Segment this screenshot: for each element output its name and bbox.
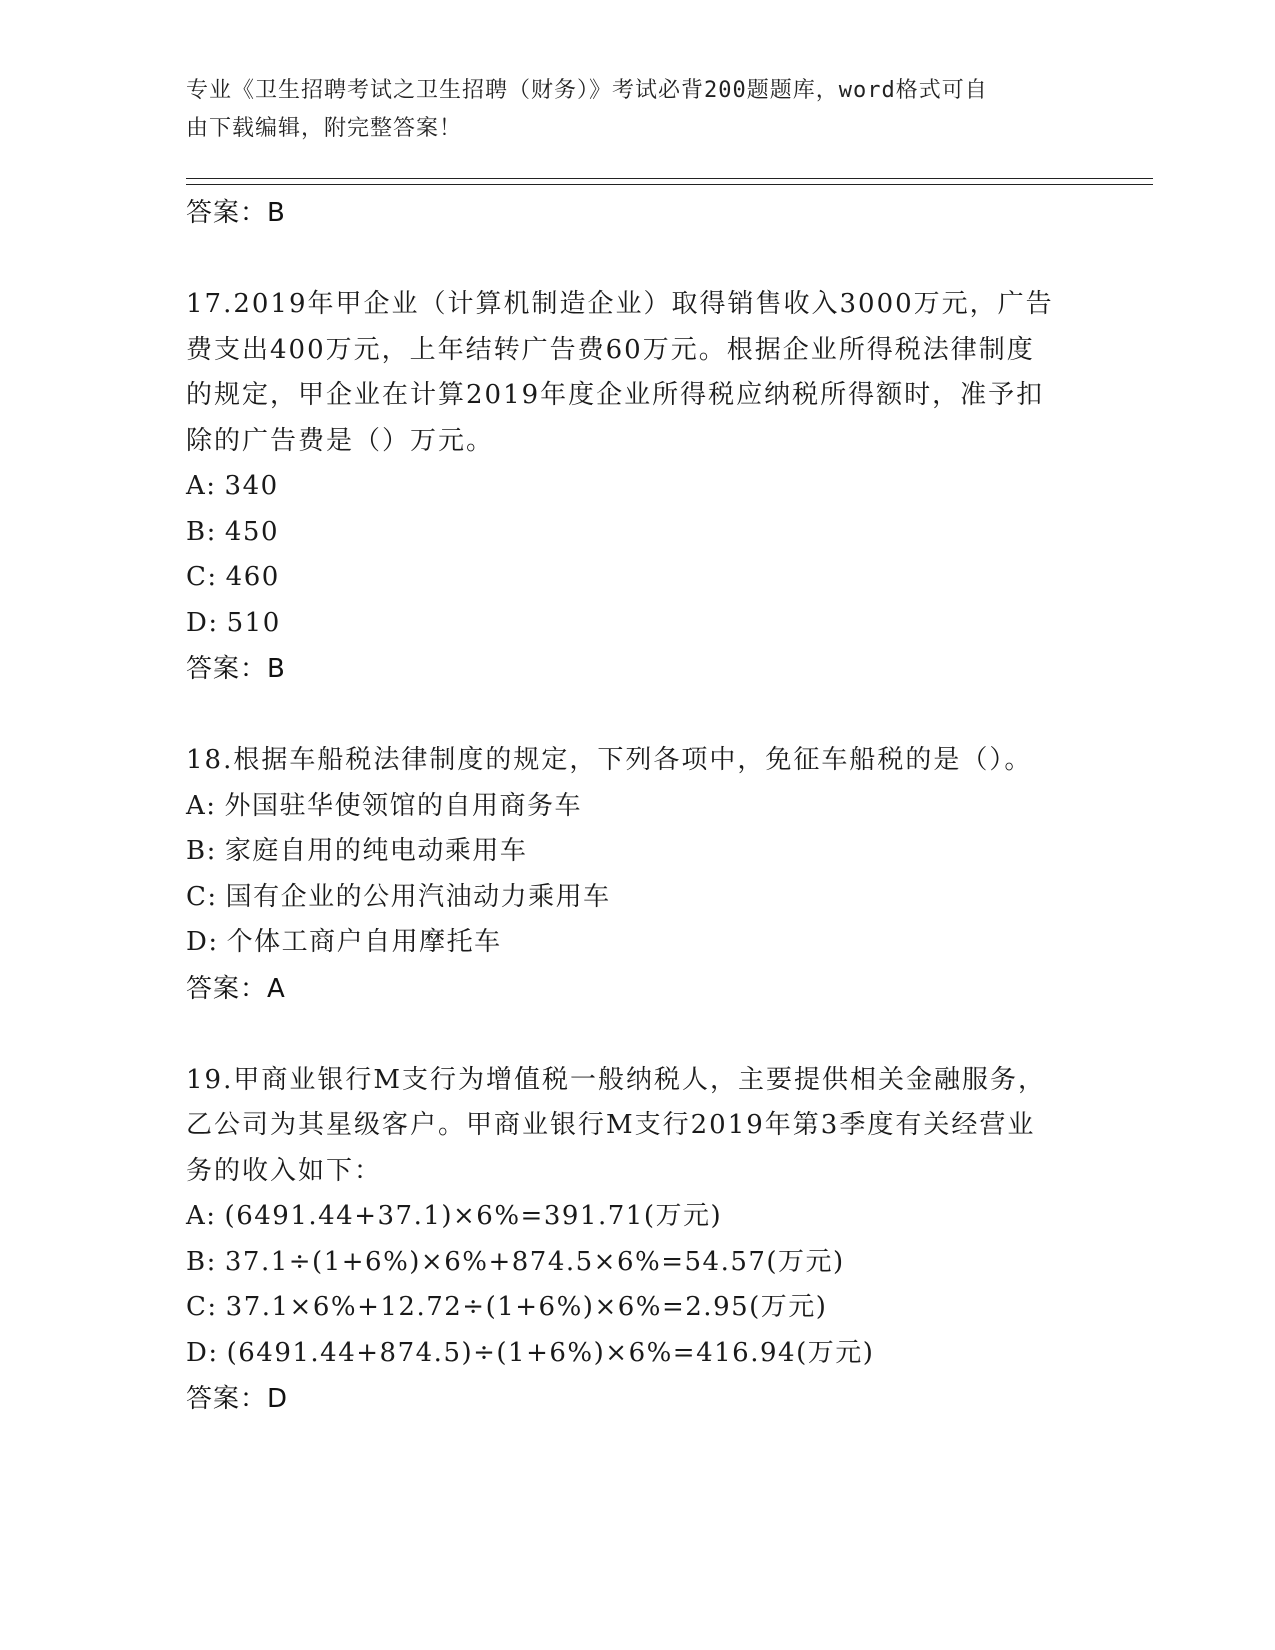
option-key: C: [186, 1292, 218, 1322]
option-key: A: [186, 1201, 217, 1231]
option-text: 510 [226, 607, 281, 638]
previous-answer: 答案：B [186, 198, 286, 228]
stem-line: 务的收入如下： [186, 1155, 383, 1186]
option-text: 个体工商户自用摩托车 [226, 927, 502, 957]
question-19 [186, 1058, 1086, 1423]
option-a [186, 1194, 1086, 1240]
option-a [186, 464, 1086, 510]
option-b [186, 1240, 1086, 1286]
question-stem [186, 738, 1086, 784]
stem-line: 除的广告费是（）万元。 [186, 425, 495, 456]
option-a [186, 784, 1086, 830]
option-text: 460 [225, 562, 280, 592]
option-key: B: [186, 1246, 217, 1277]
option-key: B: [186, 516, 217, 547]
option-c [186, 875, 1086, 921]
option-key: A: [186, 471, 217, 501]
header-line-1: 专业《卫生招聘考试之卫生招聘（财务）》考试必背200题题库，word格式可自 [186, 78, 988, 103]
option-d [186, 1331, 1086, 1377]
stem-line: 乙公司为其星级客户。甲商业银行M支行2019年第3季度有关经营业 [186, 1110, 1036, 1140]
option-text: 450 [224, 516, 280, 547]
option-c [186, 555, 1086, 601]
stem-line: 19.甲商业银行M支行为增值税一般纳税人，主要提供相关金融服务， [186, 1064, 1046, 1095]
option-d [186, 601, 1086, 647]
question-18 [186, 738, 1086, 1012]
option-text: 国有企业的公用汽油动力乘用车 [225, 881, 611, 912]
option-text: (6491.44+37.1)×6%=391.71(万元) [224, 1201, 723, 1231]
option-c [186, 1285, 1086, 1331]
stem-line: 费支出400万元，上年结转广告费60万元。根据企业所得税法律制度 [186, 334, 1035, 365]
stem-line: 17.2019年甲企业（计算机制造企业）取得销售收入3000万元，广告 [186, 289, 1054, 319]
option-key: C: [186, 881, 218, 912]
question-list [186, 190, 1086, 1422]
option-d [186, 920, 1086, 966]
header-line-2: 由下载编辑，附完整答案！ [186, 116, 463, 141]
question-stem [186, 282, 1086, 464]
option-key: D: [186, 1337, 219, 1368]
option-text: 外国驻华使领馆的自用商务车 [224, 790, 583, 821]
option-key: A: [186, 790, 217, 821]
header-divider-top [186, 178, 1153, 179]
document-header [186, 72, 1076, 148]
option-key: C: [186, 562, 218, 592]
option-text: 340 [224, 471, 279, 501]
option-text: (6491.44+874.5)÷(1+6%)×6%=416.94(万元) [226, 1337, 875, 1368]
header-divider-bottom [186, 184, 1153, 185]
option-text: 37.1÷(1+6%)×6%+874.5×6%=54.57(万元) [224, 1246, 845, 1277]
answer-line: 答案：D [186, 1384, 289, 1414]
answer-line: 答案：A [186, 973, 286, 1004]
stem-line: 的规定，甲企业在计算2019年度企业所得税应纳税所得额时，准予扣 [186, 380, 1045, 410]
option-key: D: [186, 607, 219, 638]
option-b [186, 510, 1086, 556]
question-stem [186, 1058, 1086, 1195]
stem-line: 18.根据车船税法律制度的规定，下列各项中，免征车船税的是（）。 [186, 745, 1033, 775]
option-text: 37.1×6%+12.72÷(1+6%)×6%=2.95(万元) [225, 1292, 828, 1322]
option-b [186, 829, 1086, 875]
option-key: D: [186, 927, 219, 957]
answer-line: 答案：B [186, 654, 286, 684]
question-17 [186, 282, 1086, 692]
option-text: 家庭自用的纯电动乘用车 [224, 836, 528, 866]
option-key: B: [186, 836, 217, 866]
